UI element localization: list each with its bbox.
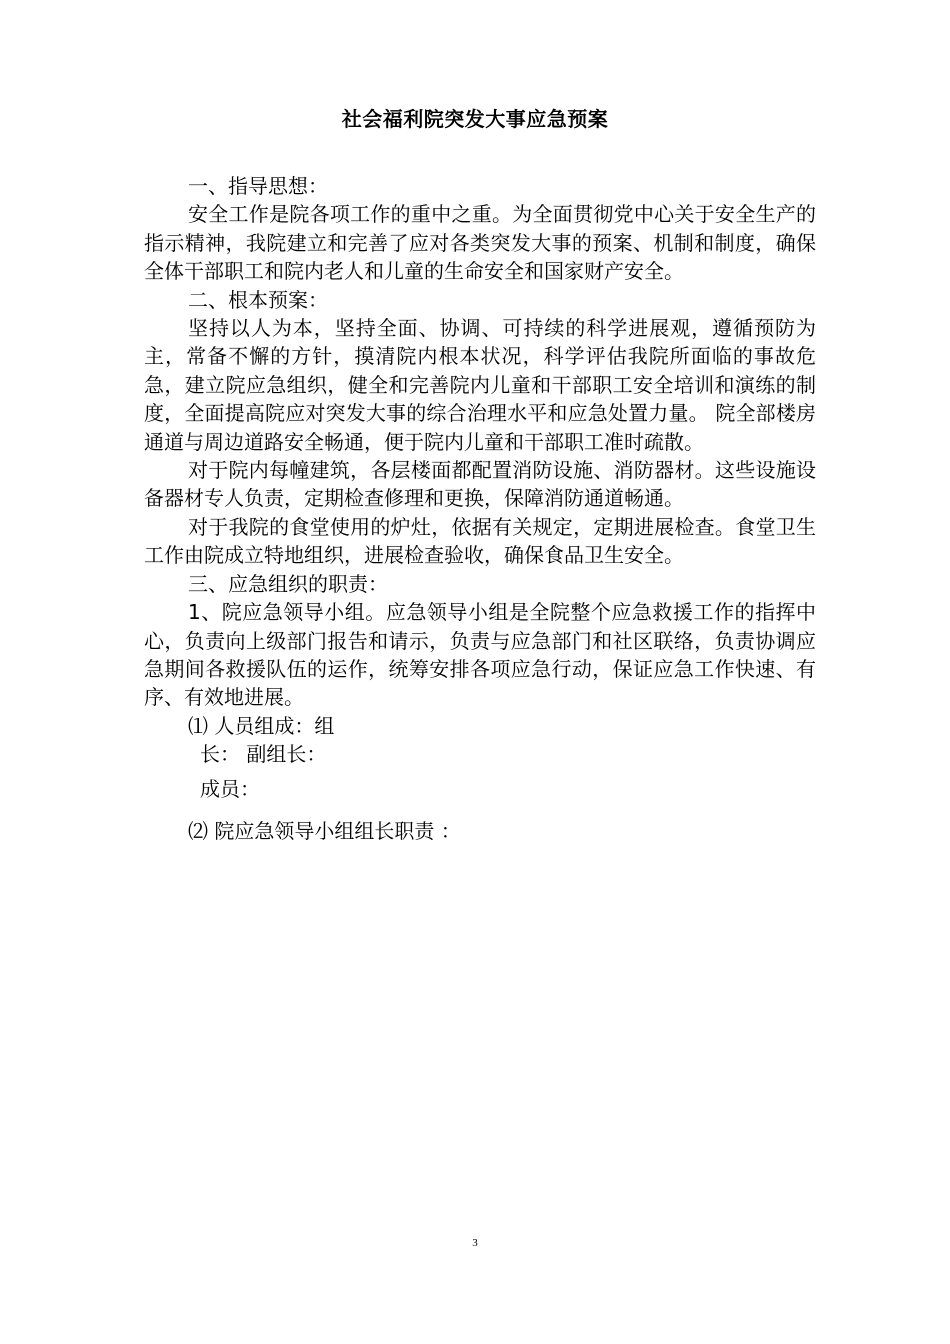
paragraph-basic-plan-2: 对于院内每幢建筑，各层楼面都配置消防设施、消防器材。这些设施设备器材专人负责，定期检查修理和更换，保障消防通道畅通。 xyxy=(144,458,816,511)
spacer xyxy=(144,803,816,817)
section-heading-guiding-ideology: 一、指导思想： xyxy=(188,174,328,198)
paragraph-basic-plan-3: 对于我院的食堂使用的炉灶，依据有关规定，定期进展检查。食堂卫生工作由院成立特地组织，进展检查验收，确保食品卫生安全。 xyxy=(144,514,816,568)
section-heading-duties: 三、应急组织的职责： xyxy=(188,571,388,596)
paragraph-guiding-ideology: 安全工作是院各项工作的重中之重。为全面贯彻党中心关于安全生产的指示精神，我院建立和完善了应对各类突发大事的预案、机制和制度，确保全体干部职工和院内老人和儿童的生命安全和国家财产安全。 xyxy=(144,202,816,284)
list-item-personnel: ⑴ 人员组成：组 xyxy=(188,713,335,738)
section-heading-basic-plan: 二、根本预案： xyxy=(188,287,328,312)
document-body xyxy=(144,172,816,845)
list-item-members-line: 成员： xyxy=(200,776,260,801)
document-title: 社会福利院突发大事应急预案 xyxy=(341,107,609,131)
paragraph-basic-plan-1: 坚持以人为本，坚持全面、协调、可持续的科学进展观，遵循预防为主，常备不懈的方针，摸清院内根本状况，科学评估我院所面临的事故危急，建立院应急组织，健全和完善院内儿童和干部职工安全培训和演练的制度，全面提高院应对突发大事的综合治理水平和应急处置力量。 院全部楼房通道与周边道路安全畅通，便于院内儿童和干部职工准时疏散。 xyxy=(144,316,816,454)
list-item-leader-duties: ⑵ 院应急领导小组组长职责 ： xyxy=(188,818,461,843)
paragraph-leading-group: 1、院应急领导小组。应急领导小组是全院整个应急救援工作的指挥中心，负责向上级部门报告和请示，负责与应急部门和社区联络，负责协调应急期间各救援队伍的运作，统筹安排各项应急行动，保证应急工作快速、有序、有效地进展。 xyxy=(144,600,816,710)
list-item-leader-line: 长： 副组长： xyxy=(200,742,327,767)
page-number: 3 xyxy=(472,1237,478,1249)
